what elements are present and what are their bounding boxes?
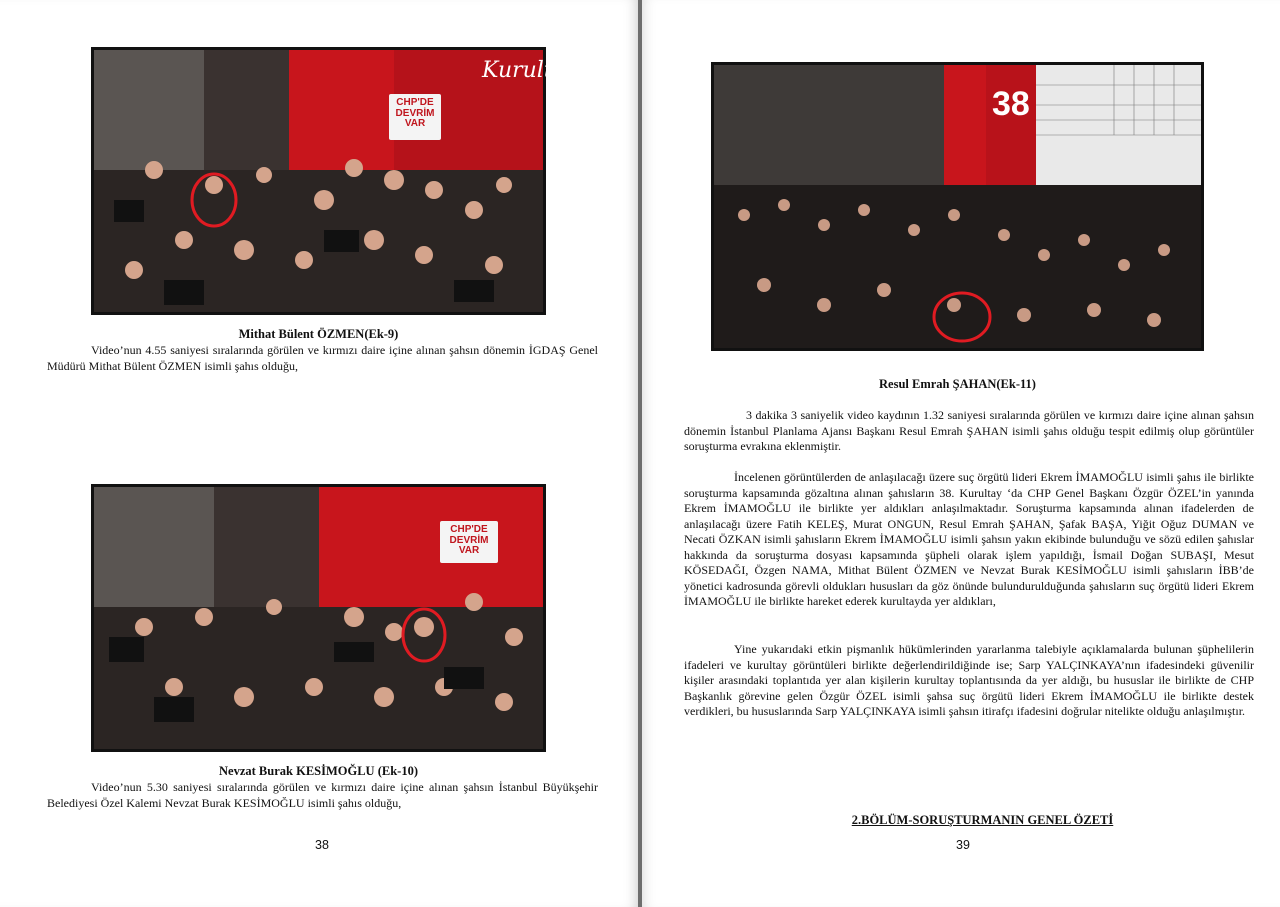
page-number: 38 — [315, 838, 329, 852]
paragraph-analysis-text: İncelenen görüntülerden de anlaşılacağı üzere suç örgütü lideri Ekrem İMAMOĞLU isimli şahıs ile birlikte soruşturma kapsamında gözaltına alınan şahısların 38. Kurultay ‘da CHP Genel Başkanı Özgür ÖZEL’in yanında Ekrem İMAMOĞLU ile birlikte yer aldıkları anlaşılmaktadır. Soruşturma kapsamında alınan ifadelerden de anlaşılacağı üzere Fatih KELEŞ, Murat ONGUN, Resul Emrah ŞAHAN, Şafak BAŞA, Yiğit Oğuz DUMAN ve Necati ÖZKAN isimli şahısların Ekrem İMAMOĞLU isimli şahsın yakın ekibinde bulunduğu ve sözü edilen şahıslar hakkında da soruşturma dosyası kapsamında şüpheli olarak işlem yapıldığı, İsmail Doğan SUBAŞI, Mesut KÖSEDAĞI, Özgen NAMA, Mithat Bülent ÖZMEN ve Nevzat Burak KESİMOĞLU isimli şahısların İBB’de yönetici kadrosunda görevli oldukları hususları da göz önünde bulundurulduğunda şahısların suç örgütü lideri Ekrem İMAMOĞLU ile birlikte hareket ederek kurultayda yer aldıkları, — [684, 470, 1254, 608]
photo-kesimoglu — [91, 484, 546, 752]
paragraph-sahan — [684, 408, 1254, 455]
photo-ozmen — [91, 47, 579, 315]
paragraph-ozmen-text: Video’nun 4.55 saniyesi sıralarında görülen ve kırmızı daire içine alınan şahsın dönemin İGDAŞ Genel Müdürü Mithat Bülent ÖZMEN isimli şahıs olduğu, — [47, 343, 598, 373]
kurultay-logo: Kurultay — [482, 58, 579, 83]
paragraph-kesimoglu-text: Video’nun 5.30 saniyesi sıralarında görülen ve kırmızı daire içine alınan şahsın İstanbul Büyükşehir Belediyesi Özel Kalemi Nevzat Burak KESİMOĞLU isimli şahıs olduğu, — [47, 780, 598, 810]
paragraph-sahan-text: 3 dakika 3 saniyelik video kaydının 1.32 saniyesi sıralarında görülen ve kırmızı daire içine alınan şahsın dönemin İstanbul Planlama Ajansı Başkanı Resul Emrah ŞAHAN isimli şahıs olduğu tespit edilmiş olup görüntüler soruşturma evrakına eklenmiştir. — [684, 408, 1254, 453]
caption-ek-11: Resul Emrah ŞAHAN(Ek-11) — [879, 377, 1036, 391]
paragraph-yalcinkaya — [684, 642, 1254, 720]
paragraph-analysis — [684, 470, 1254, 610]
paragraph-yalcinkaya-text: Yine yukarıdaki etkin pişmanlık hükümlerinden yararlanma talebiyle açıklamalarda bulunan şüphelilerin ifadeleri ve kurultay görüntüleri birlikte değerlendirildiğinde ise; Sarp YALÇINKAYA’nın ifadesindeki güvenilir kişiler arasındaki toplantıda yer alan kişilerin kurultay toplantısında da yer aldığı, bu hususlar ile birlikte de CHP Başkanlık görevine gelen Özgür ÖZEL isimli şahsa suç örgütü lideri Ekrem İMAMOĞLU ile birlikte destek verdikleri, bu hususlarında Sarp YALÇINKAYA isimli şahsın itirafçı ifadesini doğrular nitelikte olduğu anlaşılmıştır. — [684, 642, 1254, 718]
photo-sahan — [711, 62, 1204, 351]
photo-ozmen-image — [94, 50, 543, 312]
protest-sign: CHP'DE DEVRİM VAR — [440, 521, 498, 563]
page-39 — [642, 0, 1280, 907]
page-number: 39 — [956, 838, 970, 852]
caption-ek-10: Nevzat Burak KESİMOĞLU (Ek-10) — [219, 764, 418, 778]
section-heading: 2.BÖLÜM-SORUŞTURMANIN GENEL ÖZETİ — [851, 813, 1114, 827]
protest-sign: CHP'DE DEVRİM VAR — [389, 94, 441, 140]
kurultay-number: 38 — [992, 85, 1030, 123]
page-38 — [0, 0, 638, 907]
paragraph-kesimoglu — [47, 780, 598, 811]
photo-sahan-image — [714, 65, 1201, 348]
paragraph-ozmen — [47, 343, 598, 374]
caption-ek-9: Mithat Bülent ÖZMEN(Ek-9) — [238, 327, 399, 341]
